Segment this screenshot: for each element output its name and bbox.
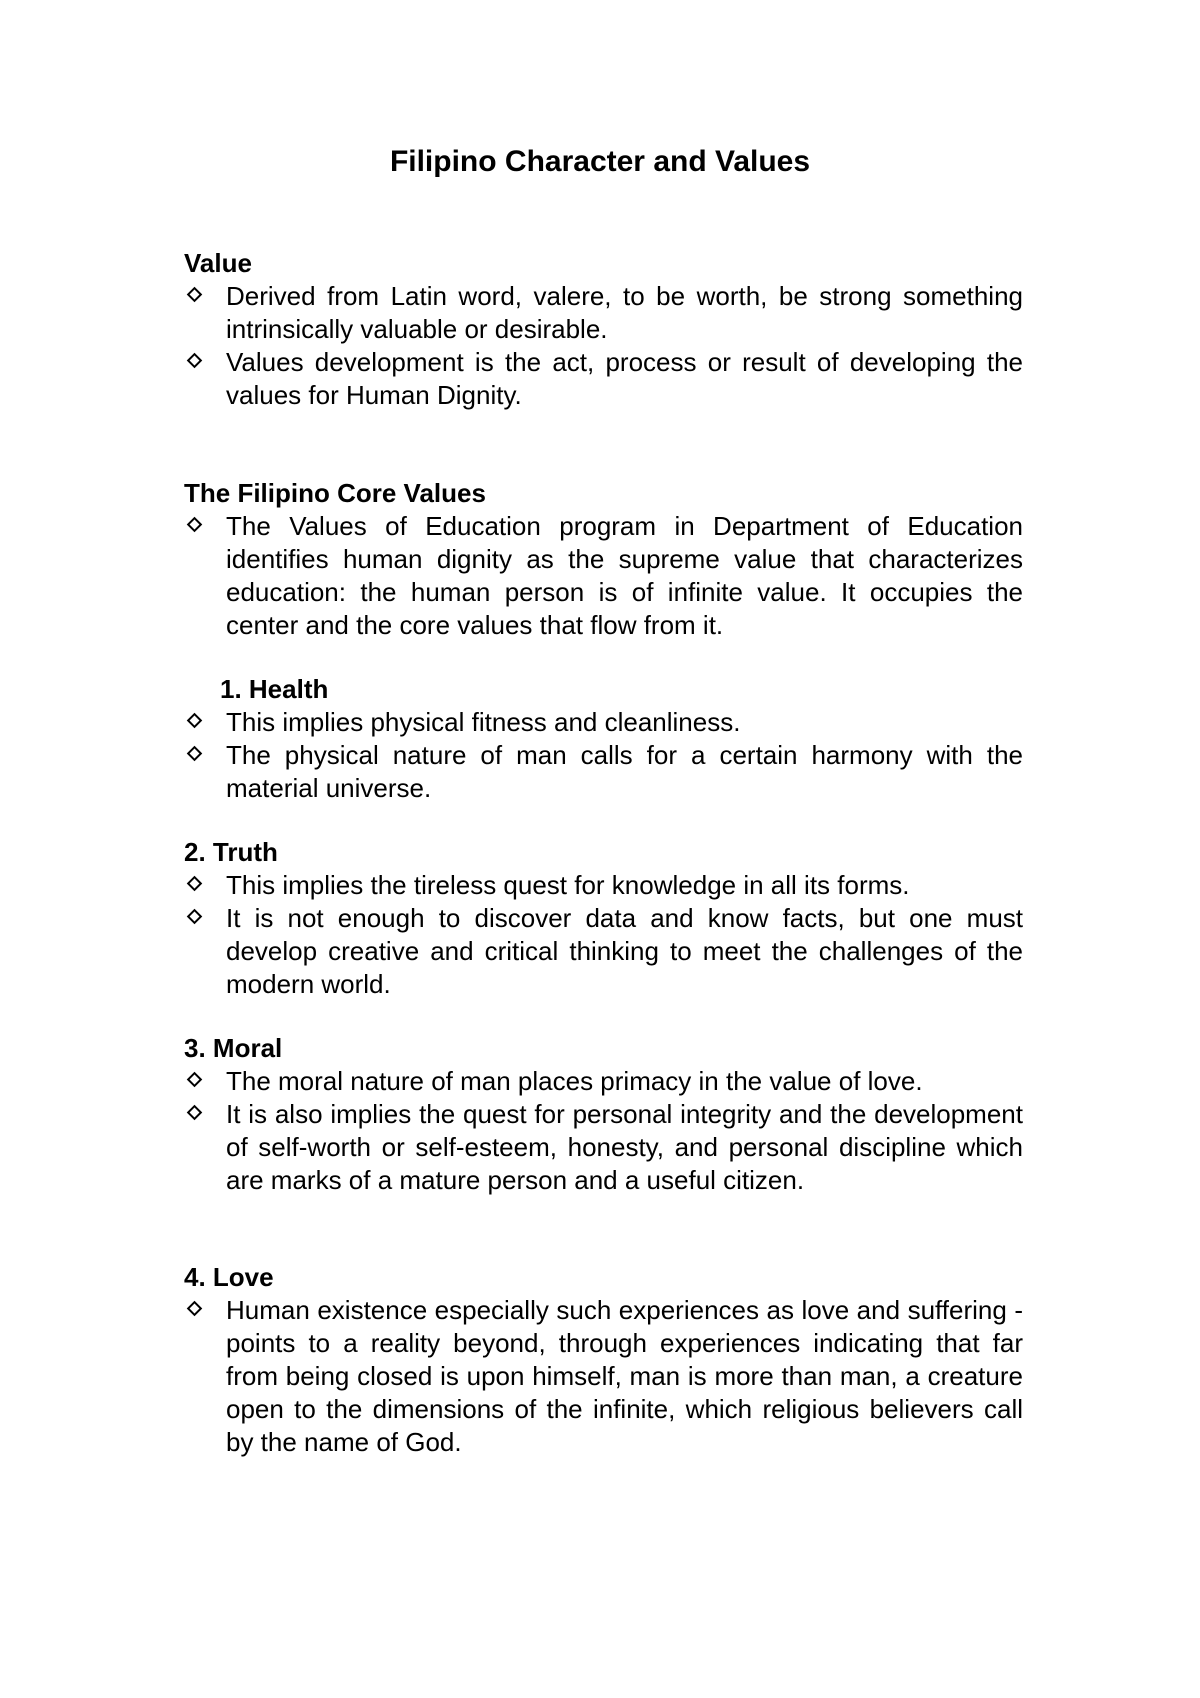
list-item-text: The physical nature of man calls for a certain harmony with the material universe. [226, 740, 1023, 803]
section-love [184, 1261, 1023, 1459]
section-moral [184, 1032, 1023, 1197]
list-item-text: It is also implies the quest for personal integrity and the development of self-worth or self-esteem, honesty, and personal discipline which are marks of a mature person and a useful citizen. [226, 1099, 1023, 1195]
diamond-outline-icon [187, 1301, 203, 1317]
bullet-list [184, 1294, 1023, 1459]
section-heading: The Filipino Core Values [184, 478, 486, 508]
list-item [184, 1294, 1023, 1459]
section-truth [184, 836, 1023, 1001]
list-item [184, 1098, 1023, 1197]
list-item [184, 902, 1023, 1001]
list-item [184, 869, 1023, 902]
section-value [184, 247, 1023, 412]
bullet-list [184, 280, 1023, 412]
diamond-outline-icon [187, 287, 203, 303]
diamond-outline-icon [187, 1105, 203, 1121]
list-item-text: Human existence especially such experiences as love and suffering - points to a reality beyond, through experiences indicating that far from being closed is upon himself, man is more than man, a creature open to the dimensions of the infinite, which religious believers call by the name of God. [226, 1295, 1023, 1457]
diamond-outline-icon [187, 876, 203, 892]
section-heading: 2. Truth [184, 837, 278, 867]
section-health [184, 673, 1023, 805]
list-item-text: It is not enough to discover data and know facts, but one must develop creative and critical thinking to meet the challenges of the modern world. [226, 903, 1023, 999]
list-item [184, 280, 1023, 346]
list-item [184, 510, 1023, 642]
list-item [184, 346, 1023, 412]
list-item-text: This implies the tireless quest for knowledge in all its forms. [226, 870, 910, 900]
bullet-list [184, 1065, 1023, 1197]
list-item-text: Derived from Latin word, valere, to be worth, be strong something intrinsically valuable or desirable. [226, 281, 1023, 344]
section-core-values [184, 477, 1023, 642]
page-title: Filipino Character and Values [389, 145, 811, 178]
diamond-outline-icon [187, 909, 203, 925]
diamond-outline-icon [187, 1072, 203, 1088]
list-item-text: Values development is the act, process or result of developing the values for Human Dignity. [226, 347, 1023, 410]
list-item [184, 706, 1023, 739]
section-heading: 3. Moral [184, 1033, 283, 1063]
list-item-text: This implies physical fitness and cleanliness. [226, 707, 741, 737]
bullet-list [184, 706, 1023, 805]
section-heading: 1. Health [220, 674, 329, 704]
diamond-outline-icon [187, 713, 203, 729]
diamond-outline-icon [187, 353, 203, 369]
diamond-outline-icon [187, 746, 203, 762]
section-heading: 4. Love [184, 1262, 274, 1292]
bullet-list [184, 510, 1023, 642]
diamond-outline-icon [187, 517, 203, 533]
list-item-text: The Values of Education program in Department of Education identifies human dignity as the supreme value that characterizes education: the human person is of infinite value. It occupies the center and the core values that flow from it. [226, 511, 1023, 640]
list-item [184, 1065, 1023, 1098]
list-item [184, 739, 1023, 805]
list-item-text: The moral nature of man places primacy in the value of love. [226, 1066, 923, 1096]
section-heading: Value [184, 248, 252, 278]
bullet-list [184, 869, 1023, 1001]
